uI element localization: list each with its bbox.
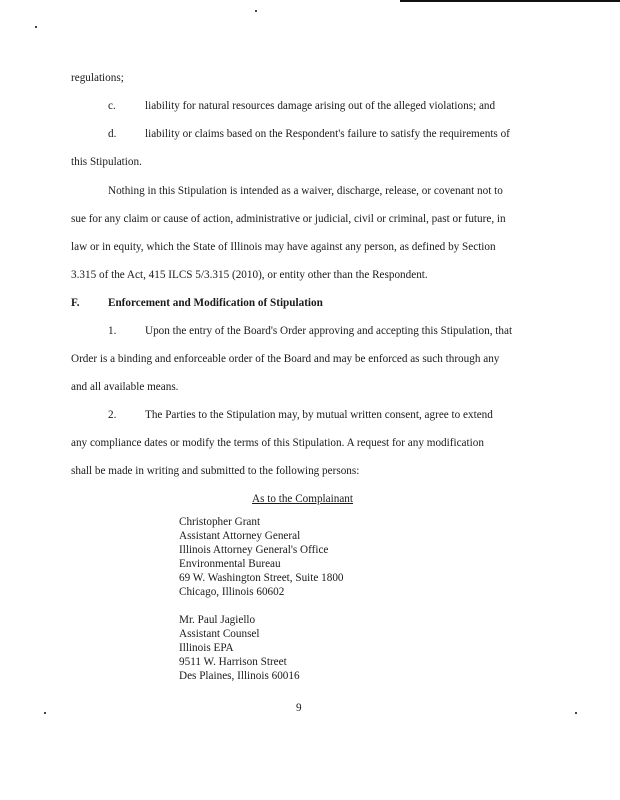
contact-line: Environmental Bureau xyxy=(179,558,281,570)
paragraph-line: 3.315 of the Act, 415 ILCS 5/3.315 (2010), or entity other than the Respondent. xyxy=(71,269,428,281)
scan-speck xyxy=(575,712,577,714)
paragraph-line: and all available means. xyxy=(71,381,179,393)
scan-speck xyxy=(255,10,257,12)
item-d-text: liability or claims based on the Respondent's failure to satisfy the requirements of xyxy=(145,128,510,140)
contact-line: Chicago, Illinois 60602 xyxy=(179,586,285,598)
paragraph-line: sue for any claim or cause of action, administrative or judicial, civil or criminal, past or future, in xyxy=(71,213,506,225)
para-number: 2. xyxy=(108,409,117,421)
contact-line: Assistant Counsel xyxy=(179,628,260,640)
paragraph-line: any compliance dates or modify the terms of this Stipulation. A request for any modification xyxy=(71,437,484,449)
item-c-text: liability for natural resources damage arising out of the alleged violations; and xyxy=(145,100,496,112)
contact-line: Illinois EPA xyxy=(179,642,234,654)
item-c-label: c. xyxy=(108,100,116,112)
scan-speck xyxy=(35,26,37,28)
continuation-text: regulations; xyxy=(71,72,124,84)
paragraph-line: Order is a binding and enforceable order of the Board and may be enforced as such through any xyxy=(71,353,500,365)
paragraph-line: Nothing in this Stipulation is intended as a waiver, discharge, release, or covenant not to xyxy=(108,185,503,197)
scan-edge-mark xyxy=(400,0,620,2)
item-d-label: d. xyxy=(108,128,117,140)
paragraph-line: law or in equity, which the State of Illinois may have against any person, as defined by Section xyxy=(71,241,496,253)
contact-line: Assistant Attorney General xyxy=(179,530,301,542)
paragraph-line: Upon the entry of the Board's Order approving and accepting this Stipulation, that xyxy=(145,325,513,337)
paragraph-line: The Parties to the Stipulation may, by mutual written consent, agree to extend xyxy=(145,409,493,421)
section-letter: F. xyxy=(71,297,80,309)
item-d-text-cont: this Stipulation. xyxy=(71,156,142,168)
contact-line: Mr. Paul Jagiello xyxy=(179,614,256,626)
complainant-heading: As to the Complainant xyxy=(252,493,353,505)
paragraph-line: shall be made in writing and submitted to the following persons: xyxy=(71,465,360,477)
para-number: 1. xyxy=(108,325,117,337)
scan-speck xyxy=(44,712,46,714)
contact-line: 9511 W. Harrison Street xyxy=(179,656,287,668)
contact-line: Des Plaines, Illinois 60016 xyxy=(179,670,300,682)
contact-line: Christopher Grant xyxy=(179,516,261,528)
contact-line: 69 W. Washington Street, Suite 1800 xyxy=(179,572,344,584)
contact-line: Illinois Attorney General's Office xyxy=(179,544,329,556)
page-number: 9 xyxy=(296,702,302,714)
section-heading: Enforcement and Modification of Stipulation xyxy=(108,297,323,309)
